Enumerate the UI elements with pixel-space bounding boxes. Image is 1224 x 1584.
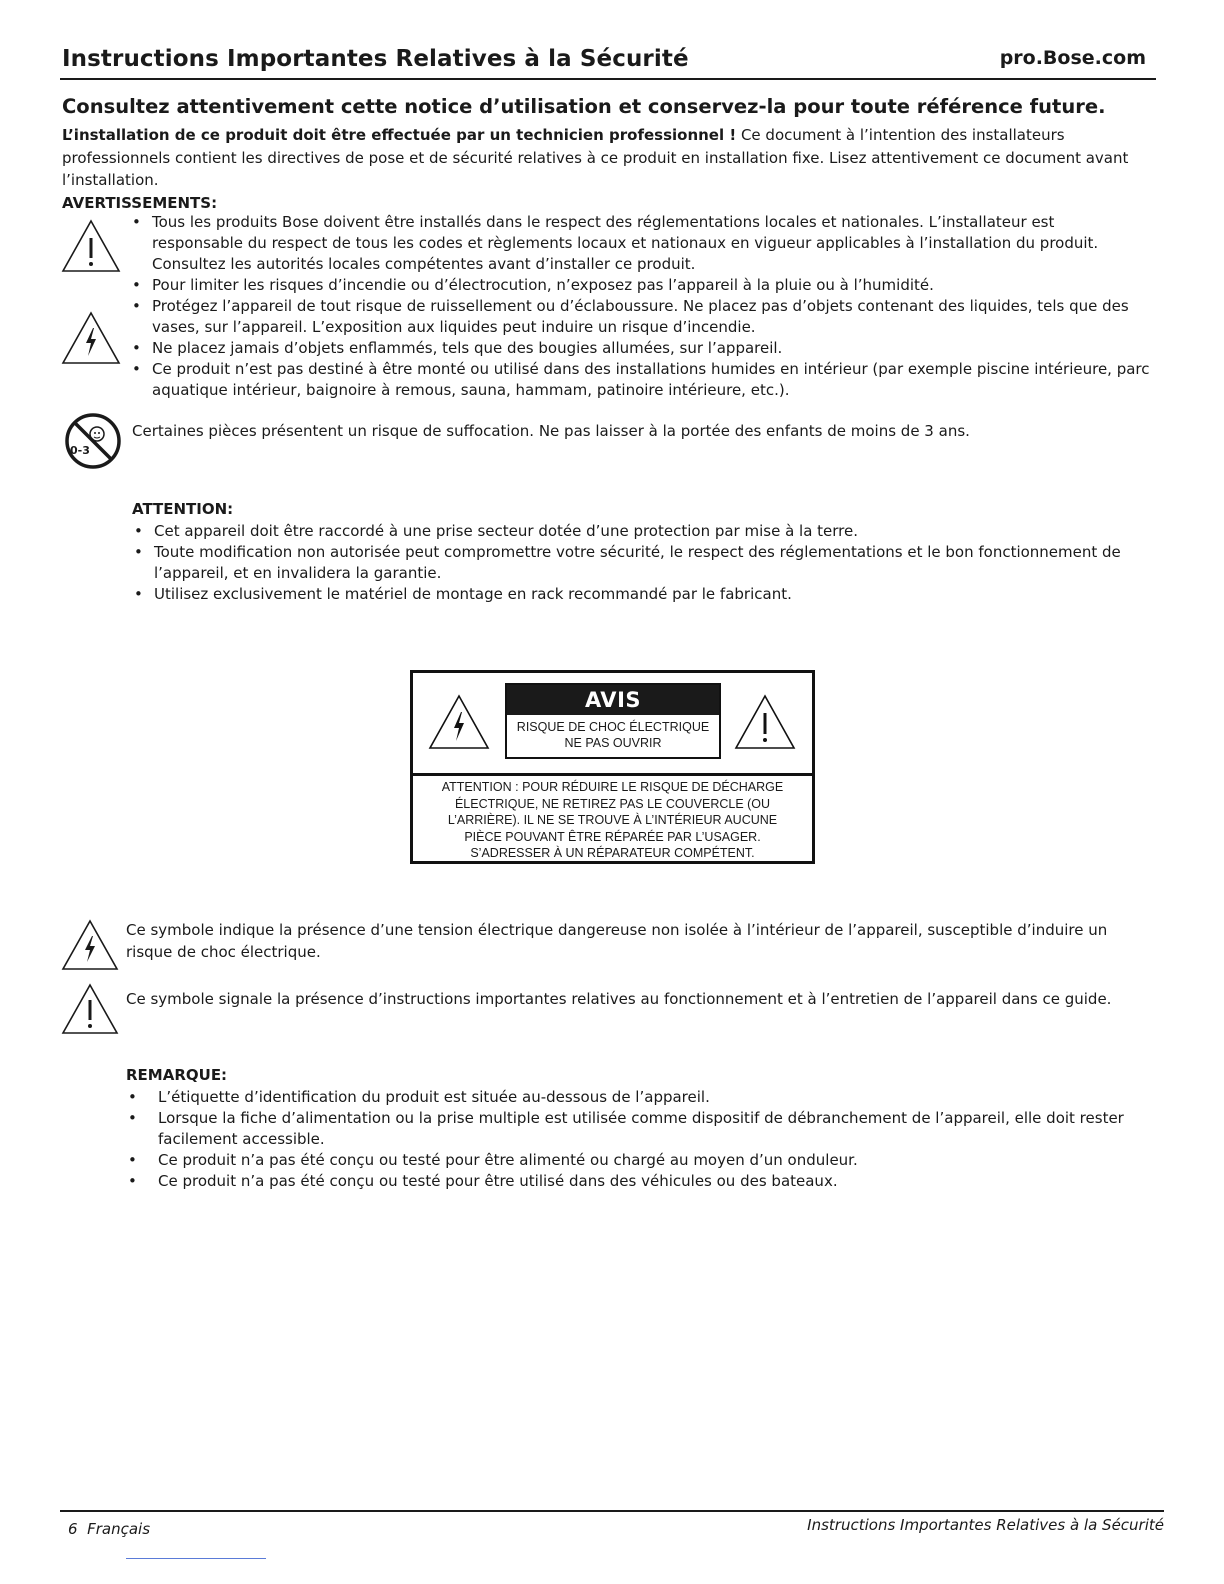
page-title: Instructions Importantes Relatives à la Sécurité — [62, 46, 689, 72]
avis-caution-line: L’ARRIÈRE). IL NE SE TROUVE À L’INTÉRIEUR AUCUNE — [447, 813, 778, 827]
list-item: • Ne placez jamais d’objets enflammés, tels que des bougies allumées, sur l’appareil. — [130, 338, 1150, 359]
avis-line-2: NE PAS OUVRIR — [564, 736, 662, 750]
choking-hazard-icon — [64, 412, 122, 470]
list-item: • Ce produit n’a pas été conçu ou testé pour être utilisé dans des véhicules ou des bateaux. — [126, 1171, 1166, 1192]
footer-section-title: Instructions Importantes Relatives à la Sécurité — [807, 1516, 1164, 1534]
exclamation-symbol-description: Ce symbole signale la présence d’instructions importantes relatives au fonctionnement et à l’entretien de l’appareil dans ce guide. — [126, 990, 1112, 1008]
lightning-triangle-icon — [60, 310, 122, 366]
list-item: • Toute modification non autorisée peut compromettre votre sécurité, le respect des réglementations et le bon fonctionnement de l’appareil, et en invalidera la garantie. — [132, 542, 1152, 584]
remarque-heading: REMARQUE: — [126, 1066, 228, 1084]
choking-warning-text: Certaines pièces présentent un risque de suffocation. Ne pas laisser à la portée des enfants de moins de 3 ans. — [132, 422, 970, 440]
list-item: • L’étiquette d’identification du produit est située au-dessous de l’appareil. — [126, 1087, 1166, 1108]
warnings-list — [130, 212, 1150, 401]
lightning-symbol-description: Ce symbole indique la présence d’une tension électrique dangereuse non isolée à l’intérieur de l’appareil, susceptible d’induire un risque de choc électrique. — [126, 921, 1108, 961]
avis-caution-line: ATTENTION : POUR RÉDUIRE LE RISQUE DE DÉCHARGE — [441, 780, 784, 794]
list-item: • Pour limiter les risques d’incendie ou d’électrocution, n’exposez pas l’appareil à la pluie ou à l’humidité. — [130, 275, 1150, 296]
header-divider — [60, 78, 1156, 80]
footer-divider — [60, 1510, 1164, 1512]
avis-line-1: RISQUE DE CHOC ÉLECTRIQUE — [516, 720, 710, 734]
list-item: • Protégez l’appareil de tout risque de ruissellement ou d’éclaboussure. Ne placez pas d’objets contenant des liquides, tels que des vases, sur l’appareil. L’exposition aux liquides peut induire un risque d’incendie. — [130, 296, 1150, 338]
list-item: • Utilisez exclusivement le matériel de montage en rack recommandé par le fabricant. — [132, 584, 1152, 605]
list-item: • Cet appareil doit être raccordé à une prise secteur dotée d’une protection par mise à la terre. — [132, 521, 1152, 542]
avis-top-section — [413, 673, 812, 773]
footer-language: Français — [87, 1520, 151, 1538]
choke-age-label: 0-3 — [70, 444, 90, 457]
attention-heading: ATTENTION: — [132, 500, 234, 518]
list-item: • Ce produit n’est pas destiné à être monté ou utilisé dans des installations humides en intérieur (par exemple piscine intérieure, parc aquatique intérieur, baignoire à remous, sauna, hammam, patinoire intérieure, etc.). — [130, 359, 1150, 401]
avis-divider — [413, 773, 812, 776]
list-item: • Tous les produits Bose doivent être installés dans le respect des réglementations locales et nationales. L’installateur est responsable du respect de tous les codes et règlements locaux et nationaux en vigueur applicables à l’installation du produit. Consultez les autorités locales compétentes avant d’installer ce produit. — [130, 212, 1150, 275]
avis-caution-text — [413, 779, 812, 862]
remarque-list — [126, 1087, 1166, 1192]
list-item: • Ce produit n’a pas été conçu ou testé pour être alimenté ou chargé au moyen d’un onduleur. — [126, 1150, 1166, 1171]
intro-bold: L’installation de ce produit doit être effectuée par un technicien professionnel ! — [62, 126, 737, 144]
exclamation-triangle-icon — [733, 693, 797, 751]
page-number: 6 — [68, 1520, 78, 1538]
exclamation-triangle-icon — [60, 218, 122, 274]
lightning-triangle-icon — [427, 693, 491, 751]
avis-title: AVIS — [507, 685, 719, 715]
site-url: pro.Bose.com — [999, 47, 1146, 69]
avis-caution-line: PIÈCE POUVANT ÊTRE RÉPARÉE PAR L’USAGER. — [464, 829, 761, 844]
avis-caution-line: ÉLECTRIQUE, NE RETIREZ PAS LE COUVERCLE (OU — [454, 796, 771, 811]
footer-underline — [126, 1558, 266, 1559]
exclamation-triangle-icon — [60, 982, 120, 1036]
avis-caution-line: S’ADRESSER À UN RÉPARATEUR COMPÉTENT. — [470, 846, 755, 860]
subtitle: Consultez attentivement cette notice d’utilisation et conservez-la pour toute référence future. — [62, 95, 1106, 118]
avis-banner — [505, 683, 721, 759]
lightning-triangle-icon — [60, 918, 120, 972]
intro-paragraph — [62, 124, 1142, 192]
avis-warning-label — [410, 670, 815, 864]
warnings-heading: AVERTISSEMENTS: — [62, 194, 218, 212]
intro-text: Ce document à l’intention des installateurs professionnels contient les directives de pose et de sécurité relatives à ce produit en installation fixe. Lisez attentivement ce document avant l’installation. — [62, 126, 1129, 189]
footer-page-info — [68, 1520, 150, 1538]
attention-list — [132, 521, 1152, 605]
avis-banner-text — [507, 715, 719, 751]
list-item: • Lorsque la fiche d’alimentation ou la prise multiple est utilisée comme dispositif de débranchement de l’appareil, elle doit rester facilement accessible. — [126, 1108, 1166, 1150]
